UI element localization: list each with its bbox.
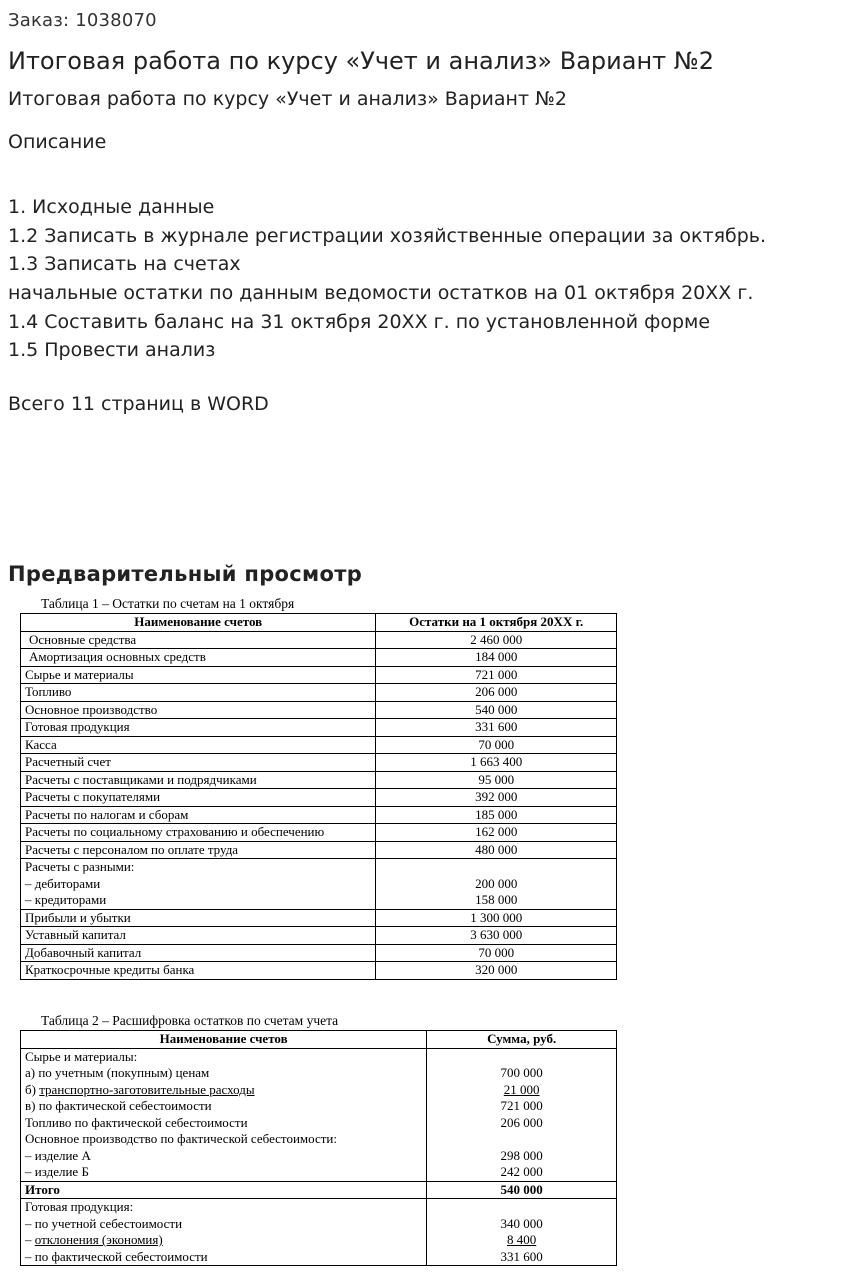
balance-value: 158 000 — [475, 892, 518, 907]
balance-cell: 721 000 — [376, 666, 617, 684]
account-sub: – кредиторами — [25, 892, 107, 907]
account-name-cell — [21, 859, 376, 910]
account-name-cell: Расчеты с персоналом по оплате труда — [21, 841, 376, 859]
amount: 721 000 — [500, 1098, 543, 1113]
table1-body-2 — [21, 909, 617, 979]
table-row — [21, 666, 617, 684]
table-row — [21, 789, 617, 807]
table-row — [21, 944, 617, 962]
table-row — [21, 859, 617, 910]
account-lines-cell — [21, 1199, 427, 1266]
description-line: 1.2 Записать в журнале регистрации хозяйственные операции за октябрь. — [8, 224, 767, 247]
balance-cell: 320 000 — [376, 962, 617, 980]
column-header: Наименование счетов — [21, 1031, 427, 1049]
column-header: Остатки на 1 октября 20ХХ г. — [376, 614, 617, 632]
line: а) по учетным (покупным) ценам — [25, 1065, 210, 1080]
table1-caption: Таблица 1 – Остатки по счетам на 1 октября — [41, 596, 295, 611]
balance-cell: 206 000 — [376, 684, 617, 702]
line: Готовая продукция: — [25, 1199, 134, 1214]
description-line: 1.4 Составить баланс на 31 октября 20ХХ г. по установленной форме — [8, 310, 711, 333]
balance-cell: 1 663 400 — [376, 754, 617, 772]
page-count: Всего 11 страниц в WORD — [8, 393, 269, 415]
balance-cell: 1 300 000 — [376, 909, 617, 927]
line: в) по фактической себестоимости — [25, 1098, 212, 1113]
line: – изделие Б — [25, 1164, 89, 1179]
table-row — [21, 1199, 617, 1266]
amount — [431, 1199, 612, 1216]
line: – по учетной себестоимости — [25, 1215, 183, 1231]
line: – изделие А — [25, 1147, 91, 1163]
total-label: Итого — [21, 1181, 427, 1199]
account-name-cell: Расчеты по налогам и сборам — [21, 806, 376, 824]
description-line: 1.3 Записать на счетах — [8, 253, 241, 276]
balance-cell: 70 000 — [376, 736, 617, 754]
order-number: Заказ: 1038070 — [8, 10, 157, 31]
amount: 8 400 — [507, 1232, 537, 1247]
balance-cell: 480 000 — [376, 841, 617, 859]
account-name-cell: Основное производство — [21, 701, 376, 719]
table-row — [21, 631, 617, 649]
line: Основное производство по фактической себестоимости: — [25, 1131, 337, 1146]
page-title: Итоговая работа по курсу «Учет и анализ» Вариант №2 — [8, 47, 714, 75]
line: – отклонения (экономия) — [25, 1232, 163, 1247]
table-header-row — [21, 1031, 617, 1049]
page-subtitle: Итоговая работа по курсу «Учет и анализ» Вариант №2 — [8, 88, 567, 110]
total-value: 540 000 — [427, 1181, 617, 1199]
table-row — [21, 1048, 617, 1181]
line: – по фактической себестоимости — [25, 1248, 208, 1264]
description-heading: Описание — [8, 131, 107, 153]
balance-value: 200 000 — [475, 875, 518, 891]
table1 — [20, 613, 617, 980]
account-name-cell: Касса — [21, 736, 376, 754]
account-name-cell: Расчетный счет — [21, 754, 376, 772]
table-row — [21, 684, 617, 702]
amount — [431, 1049, 612, 1066]
table2-caption: Таблица 2 – Расшифровка остатков по счетам учета — [41, 1013, 339, 1028]
table1-body — [21, 631, 617, 859]
table-row — [21, 719, 617, 737]
amount: 298 000 — [500, 1147, 543, 1163]
account-lines-cell — [21, 1048, 427, 1181]
amount: 340 000 — [500, 1215, 543, 1231]
amount: 331 600 — [500, 1248, 543, 1264]
account-name-cell: Сырье и материалы — [21, 666, 376, 684]
table-row — [21, 927, 617, 945]
account-name-cell: Топливо — [21, 684, 376, 702]
table-row — [21, 701, 617, 719]
description-line: 1.5 Провести анализ — [8, 339, 216, 362]
account-name-cell: Прибыли и убытки — [21, 909, 376, 927]
amount: 242 000 — [500, 1164, 543, 1179]
line: Сырье и материалы: — [25, 1048, 138, 1064]
amount: 21 000 — [503, 1081, 540, 1097]
table-row — [21, 649, 617, 667]
account-name-cell: Основные средства — [21, 631, 376, 649]
account-name-cell: Расчеты с поставщиками и подрядчиками — [21, 771, 376, 789]
table-row — [21, 736, 617, 754]
account-sub: – дебиторами — [25, 875, 101, 891]
account-name-cell: Расчеты по социальному страхованию и обеспечению — [21, 824, 376, 842]
table-header-row — [21, 614, 617, 632]
balance-cell: 162 000 — [376, 824, 617, 842]
table-row — [21, 824, 617, 842]
account-name-cell: Добавочный капитал — [21, 944, 376, 962]
account-name-cell: Уставный капитал — [21, 927, 376, 945]
account-name-cell: Краткосрочные кредиты банка — [21, 962, 376, 980]
account-group: Расчеты с разными: — [25, 859, 135, 874]
account-name-cell: Готовая продукция — [21, 719, 376, 737]
balance-cell: 70 000 — [376, 944, 617, 962]
table-row — [21, 909, 617, 927]
amount-lines-cell — [427, 1048, 617, 1181]
balance-cell: 3 630 000 — [376, 927, 617, 945]
table-row — [21, 771, 617, 789]
column-header: Наименование счетов — [21, 614, 376, 632]
line: б) транспортно-заготовительные расходы — [25, 1081, 255, 1097]
amount: 206 000 — [500, 1114, 543, 1130]
preview-heading: Предварительный просмотр — [8, 562, 363, 586]
balance-cell: 184 000 — [376, 649, 617, 667]
balance-cell — [376, 859, 617, 910]
account-name-cell: Расчеты с покупателями — [21, 789, 376, 807]
total-row — [21, 1181, 617, 1199]
table-row — [21, 806, 617, 824]
balance-cell: 95 000 — [376, 771, 617, 789]
table-row — [21, 841, 617, 859]
balance-cell: 185 000 — [376, 806, 617, 824]
description-list — [8, 193, 766, 365]
line: Топливо по фактической себестоимости — [25, 1114, 248, 1130]
table-row — [21, 962, 617, 980]
amount-lines-cell — [427, 1199, 617, 1266]
amount: 700 000 — [500, 1065, 543, 1080]
account-name-cell: Амортизация основных средств — [21, 649, 376, 667]
balance-cell: 331 600 — [376, 719, 617, 737]
column-header: Сумма, руб. — [427, 1031, 617, 1049]
description-line: начальные остатки по данным ведомости остатков на 01 октября 20ХХ г. — [8, 282, 754, 305]
balance-cell: 540 000 — [376, 701, 617, 719]
balance-cell: 2 460 000 — [376, 631, 617, 649]
table-row — [21, 754, 617, 772]
description-line: 1. Исходные данные — [8, 196, 215, 218]
table2 — [20, 1030, 617, 1266]
amount — [431, 1131, 612, 1148]
balance-cell: 392 000 — [376, 789, 617, 807]
